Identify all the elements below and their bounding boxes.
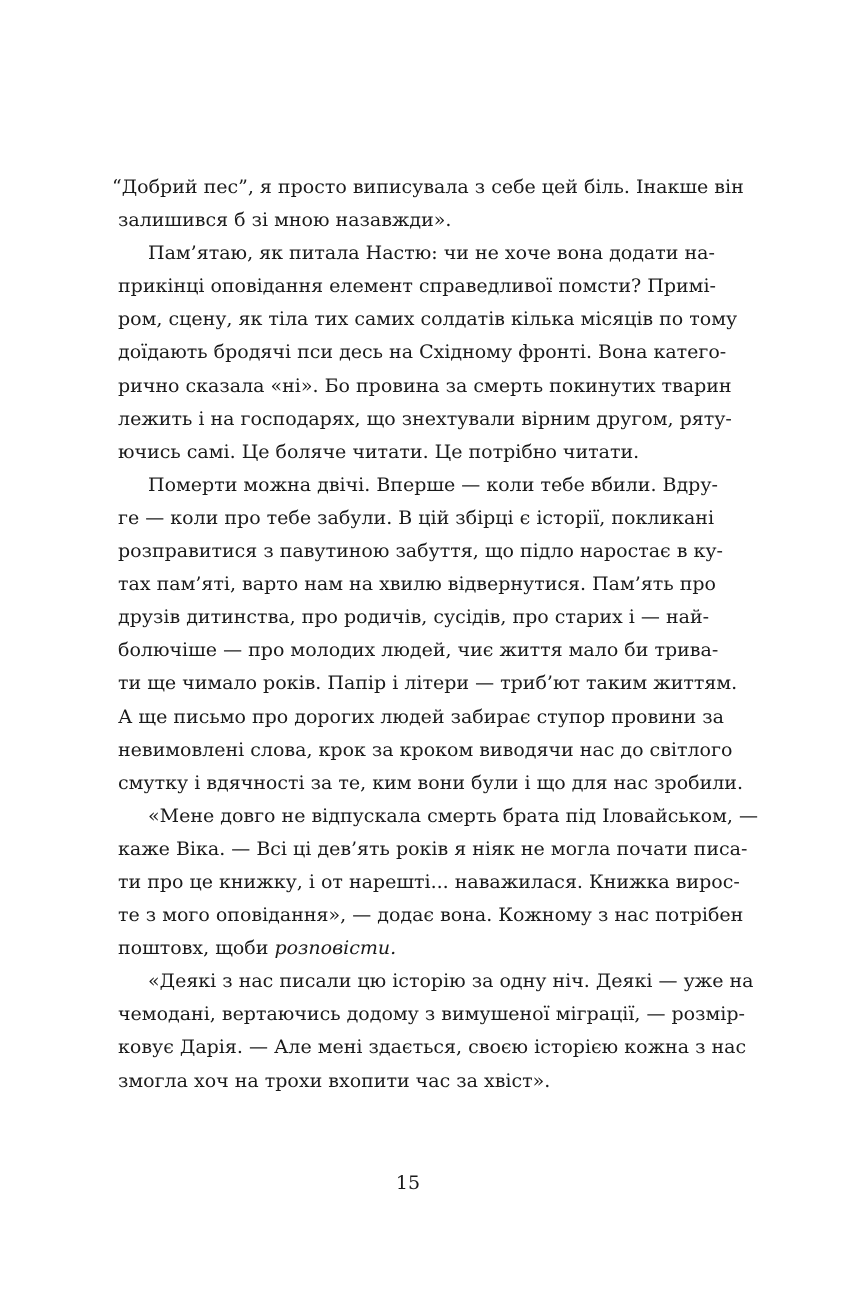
text-line: каже Віка. — Всі ці дев’ять років я ніяк не могла почати писа- <box>118 837 748 860</box>
text-line: ти про це книжку, і от нарешті... наважилася. Книжка вирос- <box>118 870 740 893</box>
text-line: «Мене довго не відпускала смерть брата під Іловайськом, — <box>148 804 758 827</box>
text-line: ге — коли про тебе забули. В цій збірці є історії, покликані <box>118 506 715 529</box>
text-line: розправитися з павутиною забуття, що підло наростає в ку- <box>118 540 723 563</box>
text-line: ковує Дарія. — Але мені здається, своєю історією кожна з нас <box>118 1036 747 1059</box>
text-line: те з мого оповідання», — додає вона. Кожному з нас потрібен <box>118 904 744 927</box>
text-line: друзів дитинства, про родичів, сусідів, про старих і — най- <box>118 606 710 629</box>
body-text <box>112 171 758 1098</box>
text-line: А ще письмо про дорогих людей забирає ступор провини за <box>118 705 724 728</box>
page-number: 15 <box>395 1172 421 1194</box>
text-line: ром, сцену, як тіла тих самих солдатів кілька місяців по тому <box>118 308 738 331</box>
text-line: чемодані, вертаючись додому з вимушеної міграції, — розмір- <box>118 1003 745 1026</box>
text-line: невимовлені слова, крок за кроком виводячи нас до світлого <box>118 738 733 761</box>
text-line: залишився б зі мною назавжди». <box>118 209 452 232</box>
text-line: Пам’ятаю, як питала Настю: чи не хоче вона додати на- <box>148 242 715 265</box>
text-line: прикінці оповідання елемент справедливої помсти? Примі- <box>118 275 716 298</box>
text-line: “Добрий пес”, я просто виписувала з себе цей біль. Інакше він <box>112 176 744 198</box>
text-line: тах пам’яті, варто нам на хвилю відвернутися. Пам’ять про <box>118 573 716 596</box>
text-line: доїдають бродячі пси десь на Східному фронті. Вона катего- <box>118 341 727 364</box>
text-line: лежить і на господарях, що знехтували вірним другом, ряту- <box>118 407 732 430</box>
text-line: рично сказала «ні». Бо провина за смерть покинутих тварин <box>118 374 732 397</box>
text-fragment: поштовх, щоби <box>118 937 275 960</box>
text-line: смутку і вдячності за те, ким вони були і що для нас зробили. <box>118 771 744 794</box>
text-line: «Деякі з нас писали цю історію за одну ніч. Деякі — уже на <box>148 970 754 993</box>
text-line: ти ще чимало років. Папір і літери — триб’ют таким життям. <box>118 672 738 695</box>
text-line: болючіше — про молодих людей, чиє життя мало би трива- <box>118 639 719 662</box>
emphasized-word: розповісти. <box>274 937 397 960</box>
text-line <box>118 932 702 965</box>
text-line: ючись самі. Це боляче читати. Це потрібно читати. <box>118 440 640 463</box>
text-line: Померти можна двічі. Вперше — коли тебе вбили. Вдру- <box>148 473 718 496</box>
text-line: змогла хоч на трохи вхопити час за хвіст». <box>118 1069 551 1092</box>
